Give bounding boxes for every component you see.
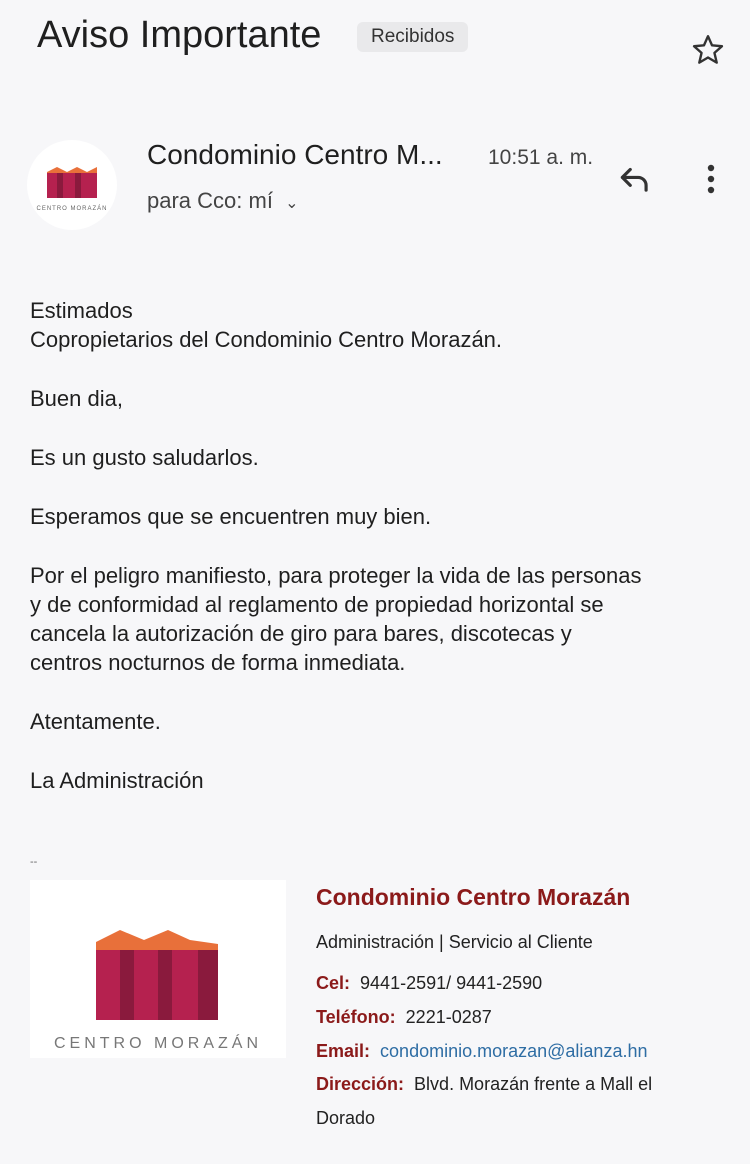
body-line: Buen dia,	[30, 386, 123, 411]
recipients-toggle[interactable]	[147, 188, 298, 214]
email-subject: Aviso Importante	[37, 14, 322, 56]
body-paragraph	[30, 296, 730, 354]
message-time: 10:51 a. m.	[488, 146, 594, 169]
logo-text: CENTRO MORAZÁN	[54, 1035, 262, 1052]
recipients-text: para Cco: mí	[147, 188, 273, 213]
message-body	[30, 296, 730, 825]
signature-logo	[30, 880, 286, 1058]
body-paragraph	[30, 561, 730, 677]
body-line: y de conformidad al reglamento de propiedad horizontal se	[30, 592, 604, 617]
body-line: Es un gusto saludarlos.	[30, 445, 259, 470]
body-paragraph	[30, 502, 730, 531]
svg-text:CENTRO MORAZÁN: CENTRO MORAZÁN	[36, 206, 108, 212]
body-line: Copropietarios del Condominio Centro Morazán.	[30, 327, 503, 352]
body-line: Esperamos que se encuentren muy bien.	[30, 504, 432, 529]
cel-value[interactable]: 9441-2591/ 9441-2590	[360, 973, 543, 993]
address-line1: Blvd. Morazán frente a Mall el	[414, 1074, 653, 1094]
body-line: Por el peligro manifiesto, para proteger la vida de las personas	[30, 563, 642, 588]
sender-name[interactable]: Condominio Centro M...	[147, 139, 443, 170]
body-paragraph	[30, 707, 730, 736]
body-line: centros nocturnos de forma inmediata.	[30, 650, 406, 675]
signature-name: Condominio Centro Morazán	[316, 884, 631, 910]
signature-separator: --	[30, 856, 38, 868]
sender-avatar[interactable]	[27, 140, 117, 230]
tel-label: Teléfono:	[316, 1007, 396, 1027]
address-line2: Dorado	[316, 1108, 376, 1128]
body-line: Atentamente.	[30, 709, 161, 734]
cel-label: Cel:	[316, 973, 351, 993]
chevron-down-icon: ⌄	[285, 195, 299, 212]
body-paragraph	[30, 766, 730, 795]
tel-value[interactable]: 2221-0287	[405, 1007, 492, 1027]
body-paragraph	[30, 443, 730, 472]
body-line: La Administración	[30, 768, 204, 793]
body-line: cancela la autorización de giro para bares, discotecas y	[30, 621, 572, 646]
reply-icon[interactable]	[616, 160, 654, 198]
more-options-icon[interactable]	[700, 160, 722, 198]
logo-top	[96, 930, 218, 952]
email-label: Email:	[316, 1041, 371, 1061]
email-link[interactable]: condominio.morazan@alianza.hn	[380, 1041, 648, 1061]
address-label: Dirección:	[316, 1074, 405, 1094]
signature-department: Administración | Servicio al Cliente	[316, 932, 593, 952]
body-line: Estimados	[30, 298, 133, 323]
label-chip-inbox[interactable]: Recibidos	[357, 22, 468, 52]
centro-morazan-logo-icon	[27, 140, 117, 230]
star-icon[interactable]	[690, 32, 726, 68]
body-paragraph	[30, 384, 730, 413]
